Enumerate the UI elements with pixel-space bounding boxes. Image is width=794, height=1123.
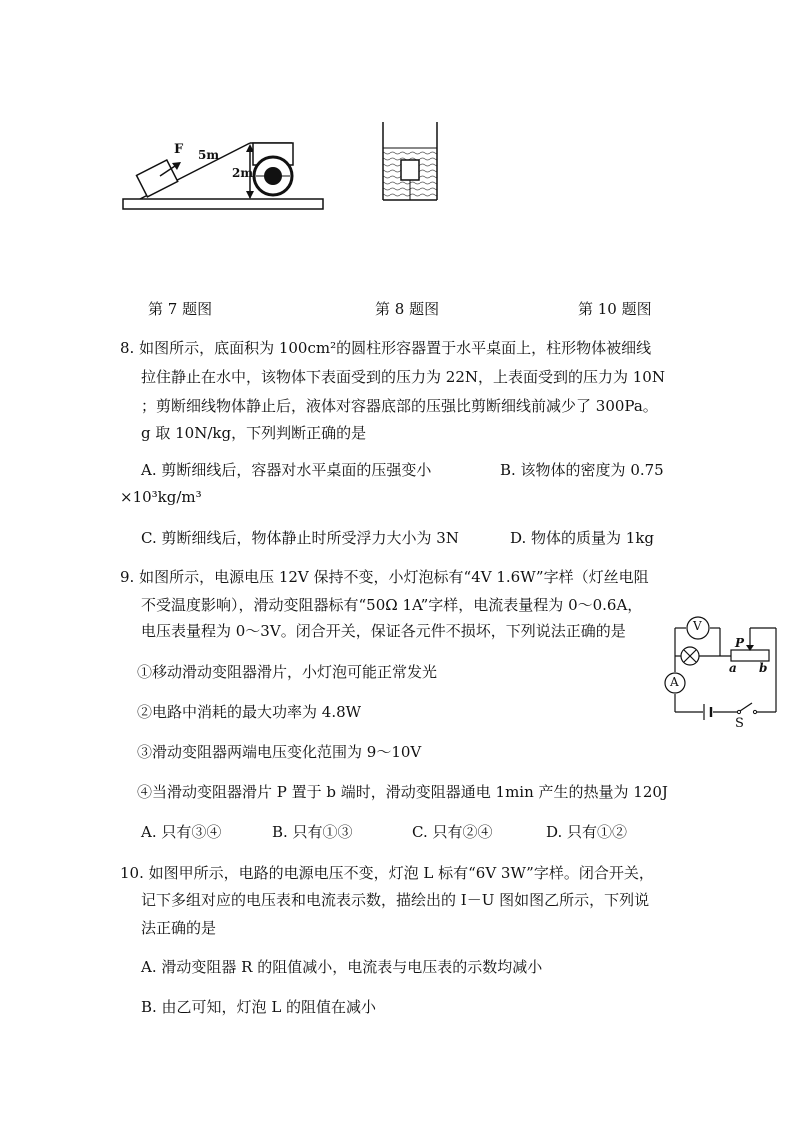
fig9-label-S: S — [735, 716, 744, 731]
q8-stem-line-3: ；剪断细线物体静止后，液体对容器底部的压强比剪断细线前减少了 300Pa。 — [141, 397, 658, 415]
caption-fig10: 第 10 题图 — [578, 300, 652, 318]
q10-stem-line-2: 记下多组对应的电压表和电流表示数，描绘出的 I－U 图如图乙所示，下列说 — [141, 891, 650, 909]
fig9-label-a: a — [729, 661, 737, 675]
caption-fig7: 第 7 题图 — [148, 300, 213, 318]
q8-option-C: C. 剪断细线后，物体静止时所受浮力大小为 3N — [141, 529, 459, 547]
rheostat — [731, 650, 769, 661]
q9-option-B: B. 只有①③ — [272, 823, 353, 841]
fig7-label-F: F — [174, 142, 184, 157]
fig9-label-P: P — [735, 636, 745, 650]
q8-stem-line-4: g 取 10N/kg，下列判断正确的是 — [141, 424, 367, 442]
q9-statement-3: ③滑动变阻器两端电压变化范围为 9～10V — [137, 743, 422, 761]
q8-stem-line-2: 拉住静止在水中，该物体下表面受到的压力为 22N，上表面受到的压力为 10N — [141, 368, 665, 386]
q10-stem-line-3: 法正确的是 — [141, 919, 217, 937]
q9-stem-line-1: 9. 如图所示，电源电压 12V 保持不变，小灯泡标有“4V 1.6W”字样（灯丝电阻 — [120, 568, 649, 586]
fig9-label-A: A — [670, 675, 679, 689]
q9-option-D: D. 只有①② — [546, 823, 628, 841]
q9-statement-4: ④当滑动变阻器滑片 P 置于 b 端时，滑动变阻器通电 1min 产生的热量为 120J — [137, 783, 668, 801]
fig9-label-V: V — [693, 619, 702, 633]
q8-option-D: D. 物体的质量为 1kg — [510, 529, 655, 547]
fig7-label-height: 2m — [232, 166, 254, 180]
q8-stem-line-1: 8. 如图所示，底面积为 100cm²的圆柱形容器置于水平桌面上，柱形物体被细线 — [120, 339, 652, 357]
q10-option-B: B. 由乙可知，灯泡 L 的阻值在减小 — [141, 998, 377, 1016]
q10-option-A: A. 滑动变阻器 R 的阻值减小，电流表与电压表的示数均减小 — [141, 958, 543, 976]
q9-option-C: C. 只有②④ — [412, 823, 493, 841]
q8-option-B: B. 该物体的密度为 0.75 — [500, 461, 664, 479]
caption-fig8: 第 8 题图 — [375, 300, 440, 318]
q9-option-A: A. 只有③④ — [141, 823, 222, 841]
switch-lever — [740, 703, 752, 711]
q9-statement-2: ②电路中消耗的最大功率为 4.8W — [137, 703, 362, 721]
q9-stem-line-2: 不受温度影响），滑动变阻器标有“50Ω 1A”字样，电流表量程为 0～0.6A， — [141, 596, 643, 614]
q8-option-B-cont: ×10³kg/m³ — [120, 488, 202, 506]
fig7-label-slope: 5m — [198, 148, 220, 162]
q9-statement-1: ①移动滑动变阻器滑片，小灯泡可能正常发光 — [137, 663, 438, 681]
fig9-label-b: b — [759, 661, 768, 675]
q8-option-A: A. 剪断细线后，容器对水平桌面的压强变小 — [141, 461, 432, 479]
q10-stem-line-1: 10. 如图甲所示，电路的电源电压不变，灯泡 L 标有“6V 3W”字样。闭合开关， — [120, 864, 654, 882]
q9-stem-line-3: 电压表量程为 0～3V。闭合开关，保证各元件不损坏，下列说法正确的是 — [141, 622, 626, 640]
